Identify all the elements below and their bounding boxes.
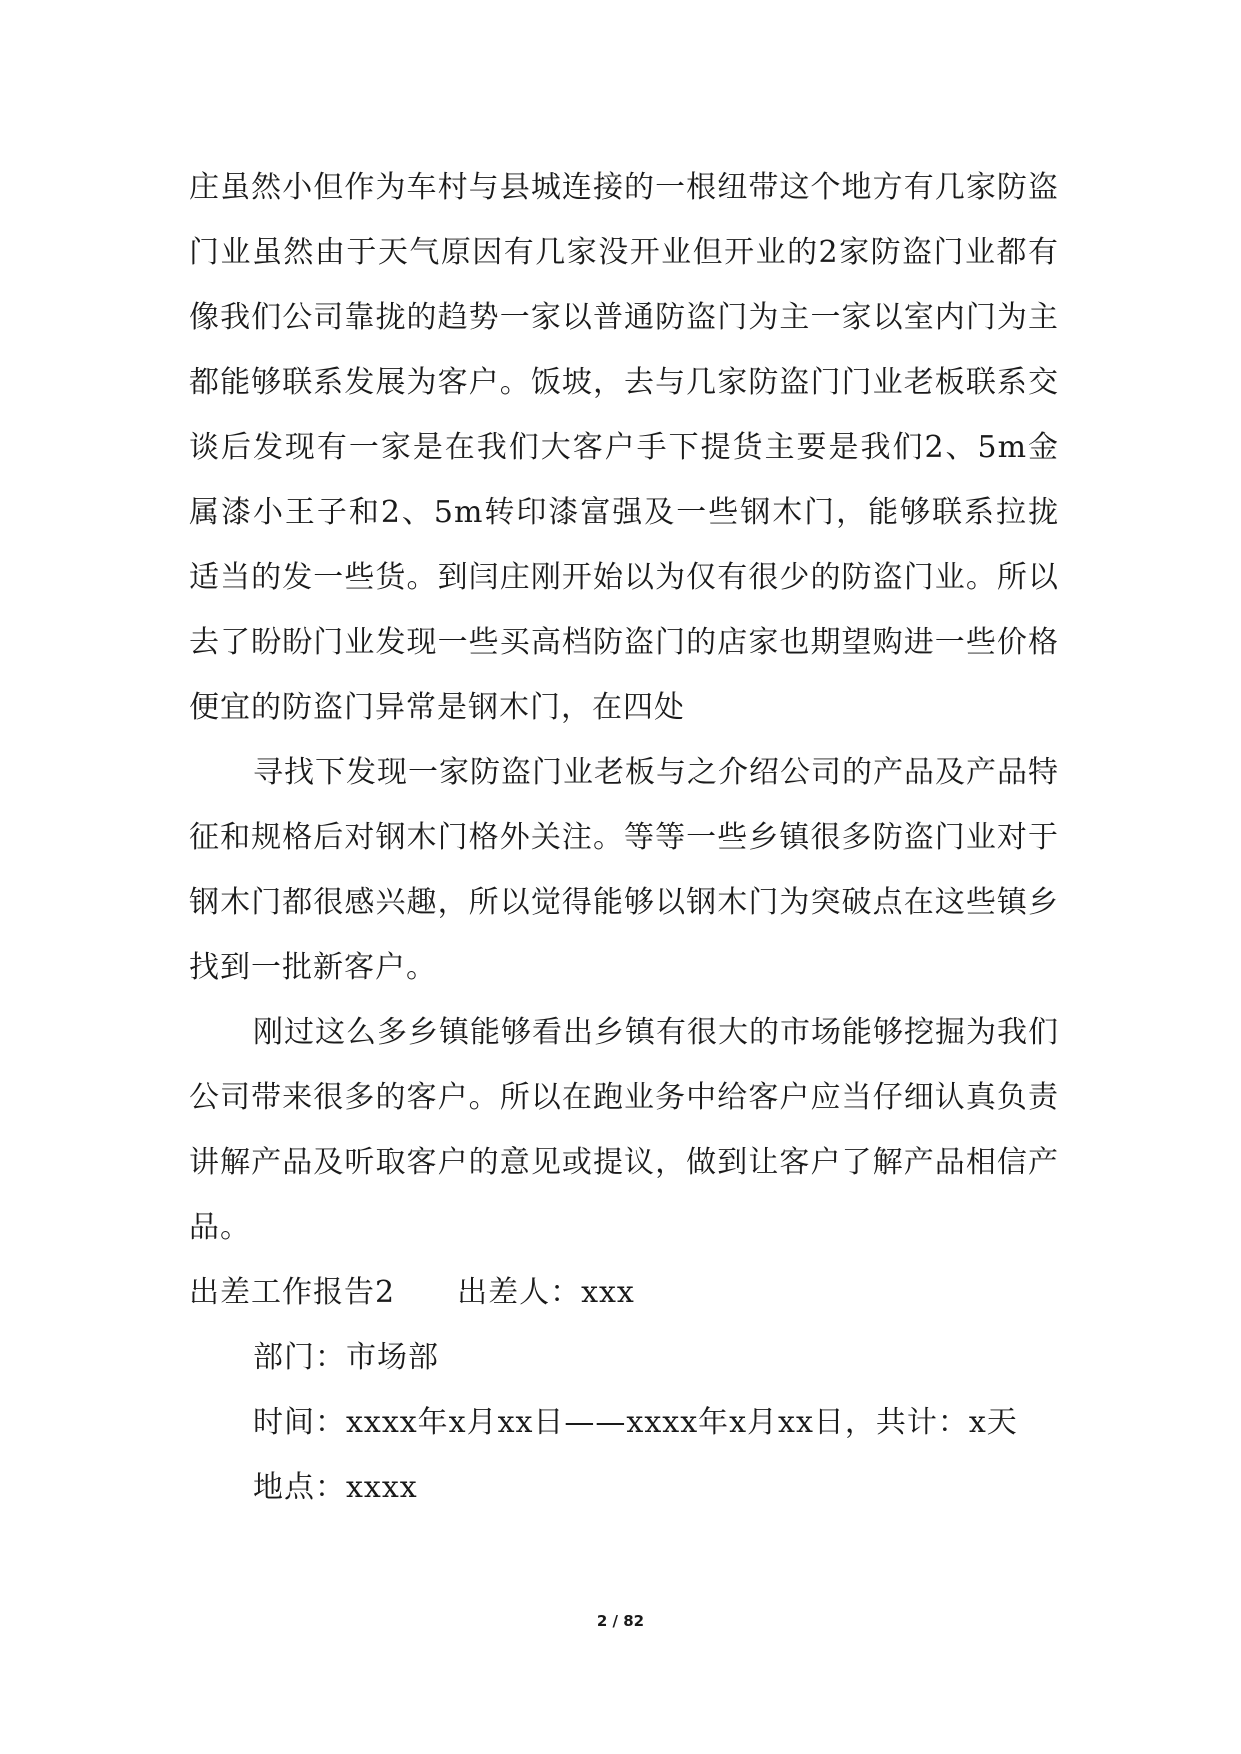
time-line: 时间：xxxx年x月xx日——xxxx年x月xx日，共计：x天: [253, 1405, 1018, 1440]
paragraph-1: 庄虽然小但作为车村与县城连接的一根纽带这个地方有几家防盗门业虽然由于天气原因有几家没开业但开业的2家防盗门业都有像我们公司靠拢的趋势一家以普通防盗门为主一家以室内门为主都能够联系发展为客户。饭坡，去与几家防盗门门业老板联系交谈后发现有一家是在我们大客户手下提货主要是我们2、5m金属漆小王子和2、5m转印漆富强及一些钢木门，能够联系拉拢适当的发一些货。到闫庄刚开始以为仅有很少的防盗门业。所以去了盼盼门业发现一些买高档防盗门的店家也期望购进一些价格便宜的防盗门异常是钢木门，在四处: [189, 170, 1059, 725]
location-line: 地点：xxxx: [253, 1470, 418, 1505]
document-body: [189, 155, 1059, 1520]
page-number: 2 / 82: [596, 1612, 645, 1630]
department-line: 部门：市场部: [253, 1340, 439, 1375]
paragraph-3: 刚过这么多乡镇能够看出乡镇有很大的市场能够挖掘为我们公司带来很多的客户。所以在跑业务中给客户应当仔细认真负责讲解产品及听取客户的意见或提议，做到让客户了解产品相信产品。: [189, 1015, 1059, 1245]
report-heading-line: 出差工作报告2 出差人：xxx: [189, 1275, 635, 1310]
paragraph-2: 寻找下发现一家防盗门业老板与之介绍公司的产品及产品特征和规格后对钢木门格外关注。等等一些乡镇很多防盗门业对于钢木门都很感兴趣，所以觉得能够以钢木门为突破点在这些镇乡找到一批新客户。: [189, 755, 1059, 985]
